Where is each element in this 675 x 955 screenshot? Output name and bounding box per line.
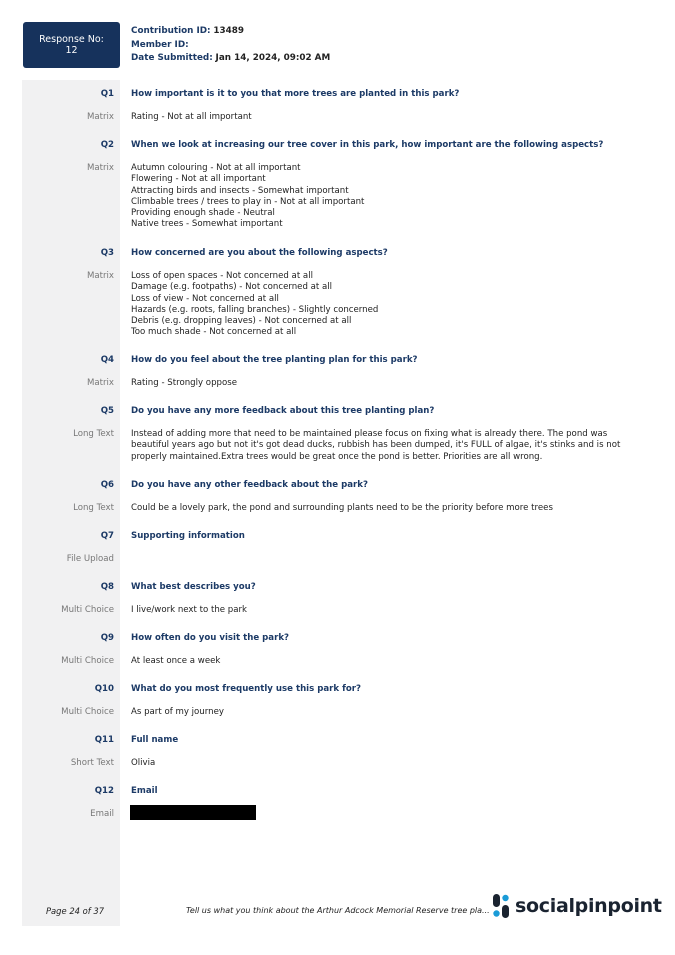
answer-line: Debris (e.g. dropping leaves) - Not concerned at all bbox=[131, 316, 352, 327]
pinpoint-icon bbox=[492, 894, 510, 918]
answer-line: At least once a week bbox=[131, 656, 221, 666]
question-number: Q1 bbox=[100, 89, 114, 99]
answer-type: Matrix bbox=[86, 378, 114, 388]
answer-line: Too much shade - Not concerned at all bbox=[131, 327, 297, 338]
answer-block bbox=[131, 378, 626, 389]
answer-type: Short Text bbox=[70, 758, 114, 768]
question-text: Email bbox=[131, 786, 158, 796]
question-text: Full name bbox=[131, 735, 179, 745]
question-number: Q8 bbox=[100, 582, 114, 592]
answer-block bbox=[131, 429, 626, 463]
question-number: Q2 bbox=[100, 140, 114, 150]
answer-block bbox=[131, 112, 626, 123]
answer-block bbox=[131, 605, 626, 616]
question-text: Do you have any more feedback about this tree planting plan? bbox=[131, 406, 435, 416]
response-badge bbox=[23, 22, 120, 68]
answer-type: Matrix bbox=[86, 163, 114, 173]
answer-type: Multi Choice bbox=[61, 605, 114, 615]
date-submitted: Jan 14, 2024, 09:02 AM bbox=[215, 53, 331, 63]
redacted-email bbox=[130, 805, 256, 820]
answer-block bbox=[131, 656, 626, 667]
socialpinpoint-logo bbox=[492, 894, 662, 918]
answer-block bbox=[131, 758, 626, 769]
answer-line: As part of my journey bbox=[131, 707, 224, 717]
answer-block bbox=[131, 503, 626, 514]
response-label: Response No: bbox=[39, 34, 104, 45]
answer-line: Olivia bbox=[131, 758, 156, 768]
answer-type: Multi Choice bbox=[61, 707, 114, 717]
question-number: Q4 bbox=[100, 355, 114, 365]
answer-type: Long Text bbox=[73, 503, 114, 513]
answer-line: Rating - Not at all important bbox=[131, 112, 252, 122]
question-text: What best describes you? bbox=[131, 582, 256, 592]
answer-type: File Upload bbox=[66, 554, 114, 564]
answer-type: Email bbox=[90, 809, 114, 819]
answer-block bbox=[131, 163, 626, 231]
question-number: Q11 bbox=[94, 735, 114, 745]
answer-line: Rating - Strongly oppose bbox=[131, 378, 237, 388]
page-number: Page 24 of 37 bbox=[46, 906, 105, 916]
question-text: Supporting information bbox=[131, 531, 245, 541]
answer-type: Matrix bbox=[86, 271, 114, 281]
logo-text: socialpinpoint bbox=[515, 895, 662, 917]
answer-line: Flowering - Not at all important bbox=[131, 174, 266, 185]
contribution-id: 13489 bbox=[213, 26, 244, 36]
answer-line: Loss of view - Not concerned at all bbox=[131, 293, 279, 304]
answer-block bbox=[131, 271, 626, 339]
answer-line: Instead of adding more that need to be maintained please focus on fixing what is already there. The pond was beautiful years ago but not it's got dead ducks, rubbish has been dumped, it's FULL of algae, it's stinks and is not properly maintained.Extra trees would be great once the pond is better. Priorities are all wrong. bbox=[131, 429, 621, 462]
question-number: Q7 bbox=[100, 531, 114, 541]
answer-type: Long Text bbox=[73, 429, 114, 439]
question-text: Do you have any other feedback about the park? bbox=[131, 480, 368, 490]
answer-line: Autumn colouring - Not at all important bbox=[131, 163, 301, 173]
question-number: Q6 bbox=[100, 480, 114, 490]
answer-line: Hazards (e.g. roots, falling branches) - Slightly concerned bbox=[131, 304, 379, 315]
answer-line: Damage (e.g. footpaths) - Not concerned at all bbox=[131, 282, 333, 293]
question-number: Q12 bbox=[94, 786, 114, 796]
question-text: When we look at increasing our tree cover in this park, how important are the following aspects? bbox=[131, 140, 604, 150]
answer-line: Native trees - Somewhat important bbox=[131, 219, 283, 230]
answer-line: Attracting birds and insects - Somewhat important bbox=[131, 185, 349, 196]
question-number: Q10 bbox=[94, 684, 114, 694]
submission-meta bbox=[131, 25, 330, 66]
answer-line: Loss of open spaces - Not concerned at all bbox=[131, 271, 313, 281]
answer-line: Providing enough shade - Neutral bbox=[131, 208, 275, 219]
question-text: What do you most frequently use this park for? bbox=[131, 684, 361, 694]
answer-block bbox=[131, 707, 626, 718]
contribution-label: Contribution ID: bbox=[131, 26, 211, 36]
question-number: Q5 bbox=[100, 406, 114, 416]
answer-type: Matrix bbox=[86, 112, 114, 122]
response-number: 12 bbox=[65, 45, 78, 56]
date-label: Date Submitted: bbox=[131, 53, 213, 63]
question-number: Q3 bbox=[100, 248, 114, 258]
question-text: How concerned are you about the following aspects? bbox=[131, 248, 388, 258]
answer-line: Climbable trees / trees to play in - Not at all important bbox=[131, 196, 365, 207]
question-text: How important is it to you that more trees are planted in this park? bbox=[131, 89, 460, 99]
answer-line: Could be a lovely park, the pond and surrounding plants need to be the priority before more trees bbox=[131, 503, 553, 513]
question-text: How do you feel about the tree planting plan for this park? bbox=[131, 355, 418, 365]
question-number: Q9 bbox=[100, 633, 114, 643]
survey-title: Tell us what you think about the Arthur Adcock Memorial Reserve tree pla... bbox=[186, 906, 490, 915]
question-text: How often do you visit the park? bbox=[131, 633, 290, 643]
member-label: Member ID: bbox=[131, 39, 189, 50]
answer-type: Multi Choice bbox=[61, 656, 114, 666]
answer-line: I live/work next to the park bbox=[131, 605, 248, 615]
